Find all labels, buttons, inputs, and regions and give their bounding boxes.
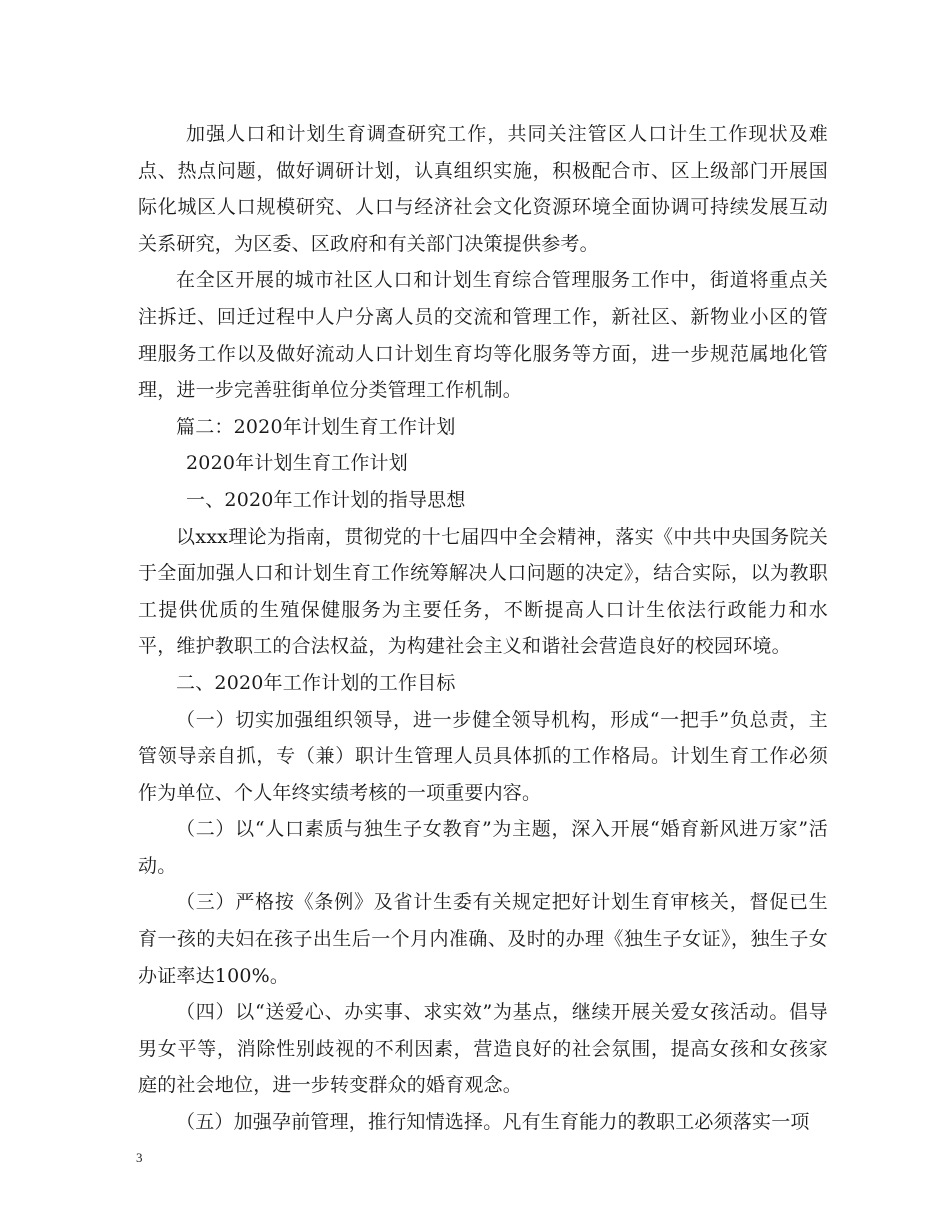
page-number: 3 — [136, 1150, 143, 1165]
objective-item-5: （五）加强孕前管理，推行知情选择。凡有生育能力的教职工必须落实一项 — [176, 1111, 810, 1134]
heading-guiding-ideology: 一、2020年工作计划的指导思想 — [186, 488, 466, 511]
paragraph-research-work: 加强人口和计划生育调查研究工作，共同关注管区人口计生工作现状及难点、热点问题，做好调研计划，认真组织实施，积极配合市、区上级部门开展国际化城区人口规模研究、人口与经济社会文化资源环境全面协调可持续发展互动关系研究，为区委、区政府和有关部门决策提供参考。 — [138, 123, 828, 255]
section-heading-part-two: 篇二：2020年计划生育工作计划 — [176, 415, 456, 438]
heading-work-objectives: 二、2020年工作计划的工作目标 — [176, 671, 456, 694]
document-title: 2020年计划生育工作计划 — [186, 452, 408, 475]
objective-item-2: （二）以“人口素质与独生子女教育”为主题，深入开展“婚育新风进万家”活动。 — [138, 818, 828, 877]
paragraph-community-management: 在全区开展的城市社区人口和计划生育综合管理服务工作中，街道将重点关注拆迁、回迁过程中人户分离人员的交流和管理工作，新社区、新物业小区的管理服务工作以及做好流动人口计划生育均等化服务等方面，进一步规范属地化管理，进一步完善驻街单位分类管理工作机制。 — [138, 269, 828, 402]
objective-item-4: （四）以“送爱心、办实事、求实效”为基点，继续开展关爱女孩活动。倡导男女平等，消除性别歧视的不利因素，营造良好的社会氛围，提高女孩和女孩家庭的社会地位，进一步转变群众的婚育观念。 — [138, 1001, 828, 1097]
objective-item-3: （三）严格按《条例》及省计生委有关规定把好计划生育审核关，督促已生育一孩的夫妇在孩子出生后一个月内准确、及时的办理《独生子女证》，独生子女办证率达100%。 — [138, 891, 828, 987]
document-body — [138, 116, 828, 1141]
objective-item-1: （一）切实加强组织领导，进一步健全领导机构，形成“一把手”负总责，主管领导亲自抓，专（兼）职计生管理人员具体抓的工作格局。计划生育工作必须作为单位、个人年终实绩考核的一项重要内容。 — [138, 708, 828, 804]
paragraph-guiding-ideology: 以xxx理论为指南，贯彻党的十七届四中全会精神，落实《中共中央国务院关于全面加强人口和计划生育工作统筹解决人口问题的决定》，结合实际，以为教职工提供优质的生殖保健服务为主要任务，不断提高人口计生依法行政能力和水平，维护教职工的合法权益，为构建社会主义和谐社会营造良好的校园环境。 — [138, 525, 828, 658]
